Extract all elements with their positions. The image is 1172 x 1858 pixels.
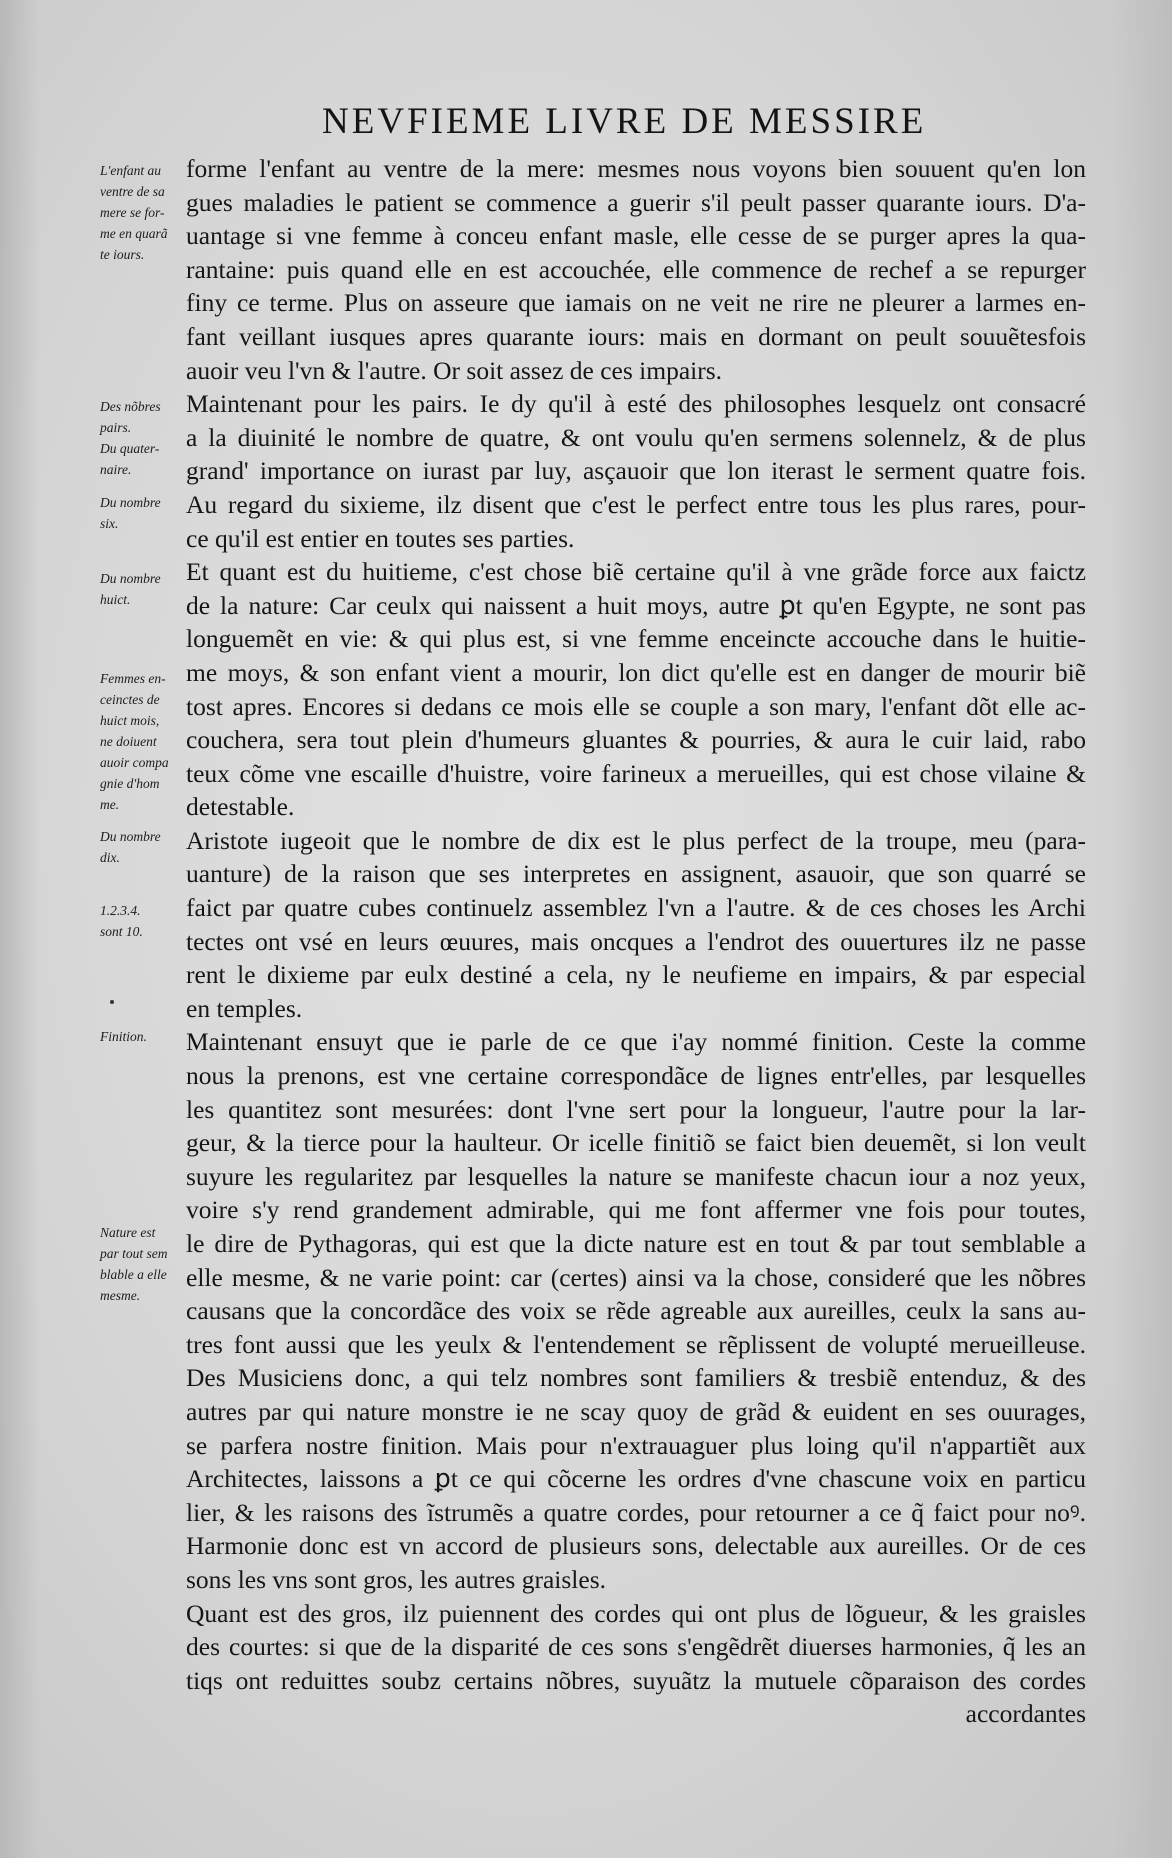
margin-note-femmes [100, 668, 190, 815]
margin-note-enfant [100, 160, 190, 265]
margin-note-line: auoir compa [100, 755, 169, 770]
text-line: geur, & la tierce pour la haulteur. Or icelle finitiõ se faict bien deuemẽt, si lon veult [186, 1128, 1086, 1158]
margin-note-line: L'enfant au [100, 163, 162, 178]
text-line: nous la prenons, est vne certaine correspondãce de lignes entr'elles, par lesquelles [186, 1061, 1086, 1091]
running-head: NEVFIEME LIVRE DE MESSIRE [322, 101, 927, 142]
margin-note-line: Nature est [100, 1225, 156, 1240]
margin-note-finition [100, 1026, 190, 1047]
margin-note-line: Du nombre [100, 571, 161, 586]
margin-note-line: ne doiuent [100, 734, 157, 749]
margin-note-line: Du quater- [100, 441, 160, 456]
margin-note-line: Des nõbres [100, 399, 161, 414]
text-line: couchera, sera tout plein d'humeurs gluantes & pourries, & aura le cuir laid, rabo [186, 725, 1086, 755]
text-line: suyure les regularitez par lesquelles la nature se manifeste chacun iour a noz yeux, [186, 1161, 1086, 1191]
margin-note-nature [100, 1222, 190, 1306]
margin-note-sum [100, 900, 190, 942]
margin-note-line: mere se for- [100, 205, 165, 220]
text-line: Maintenant pour les pairs. Ie dy qu'il à esté des philosophes lesquelz ont consacré [186, 389, 1086, 419]
text-line: rent le dixieme par eulx destiné a cela, ny le neufieme en impairs, & par especial [186, 960, 1086, 990]
text-line: causans que la concordãce des voix se rẽde agreable aux aureilles, ceulx la sans au- [186, 1296, 1086, 1326]
text-line: fant veillant iusques apres quarante iours: mais en dormant on peult souuẽtesfois [186, 321, 1086, 351]
margin-note-line: sont 10. [100, 924, 143, 939]
text-line: Quant est des gros, ilz puiennent des cordes qui ont plus de lõgueur, & les graisles [186, 1598, 1086, 1628]
text-line: a la diuinité le nombre de quatre, & ont voulu qu'en sermens solennelz, & de plus [186, 422, 1086, 452]
text-line: uanture) de la raison que ses interpretes en assignent, asauoir, que son quarré se [186, 859, 1086, 889]
text-line: detestable. [186, 792, 295, 822]
text-line: se parfera nostre finition. Mais pour n'extrauaguer plus loing qu'il n'appartiẽt aux [186, 1430, 1086, 1460]
text-line: les quantitez sont mesurées: dont l'vne sert pour la longueur, l'autre pour la lar- [186, 1094, 1086, 1124]
margin-note-line: Femmes en- [100, 671, 166, 686]
text-line: me moys, & son enfant vient a mourir, lon dict qu'elle est en danger de mourir biẽ [186, 657, 1086, 687]
margin-note-line: me. [100, 797, 120, 812]
text-line: lier, & les raisons des ĩstrumẽs a quatre cordes, pour retourner a ce q̃ faict pour noꝰ. [186, 1497, 1086, 1527]
margin-note-line: Du nombre [100, 495, 161, 510]
text-line: gues maladies le patient se commence a guerir s'il peult passer quarante iours. D'a- [186, 187, 1086, 217]
margin-note-line: Du nombre [100, 829, 161, 844]
margin-note-line: pairs. [100, 420, 132, 435]
margin-dot [110, 1000, 114, 1004]
margin-note-line: dix. [100, 850, 120, 865]
text-line: le dire de Pythagoras, qui est que la dicte nature est en tout & par tout semblable a [186, 1229, 1086, 1258]
margin-note-line: huict. [100, 592, 131, 607]
margin-note-line: gnie d'hom [100, 776, 160, 791]
text-line: Architectes, laissons a ꝑt ce qui cõcerne les ordres d'vne chascune voix en particu [186, 1464, 1086, 1494]
text-line: faict par quatre cubes continuelz assemblez l'vn a l'autre. & de ces choses les Archi [186, 893, 1086, 923]
text-line: finy ce terme. Plus on asseure que iamais on ne veit ne rire ne pleurer a larmes en- [186, 288, 1086, 318]
text-line: forme l'enfant au ventre de la mere: mesmes nous voyons bien souuent qu'en lon [186, 154, 1086, 183]
text-line: Des Musiciens donc, a qui telz nombres sont familiers & tresbiẽ entenduz, & des [186, 1363, 1086, 1393]
margin-note-dix [100, 826, 190, 868]
margin-note-line: te iours. [100, 247, 145, 262]
text-line: elle mesme, & ne varie point: car (certes) ainsi va la chose, consideré que les nõbres [186, 1262, 1086, 1292]
margin-note-line: mesme. [100, 1288, 141, 1303]
text-line: rantaine: puis quand elle en est accouchée, elle commence de rechef a se repurger [186, 254, 1086, 284]
margin-note-huict [100, 568, 190, 610]
text-line: des courtes: si que de la disparité de ces sons s'engẽdrẽt diuerses harmonies, q̃ les an [186, 1632, 1086, 1662]
text-line: Et quant est du huitieme, c'est chose biẽ certaine qu'il à vne grãde force aux faictz [186, 557, 1086, 587]
text-line: uantage si vne femme à conceu enfant masle, elle cesse de se purger apres la qua- [186, 221, 1086, 251]
text-line: en temples. [186, 993, 303, 1023]
margin-note-line: naire. [100, 462, 132, 477]
margin-note-line: huict mois, [100, 713, 160, 728]
text-line: sons les vns sont gros, les autres graisles. [186, 1564, 607, 1594]
margin-note-line: blable a elle [100, 1267, 167, 1282]
margin-note-line: six. [100, 516, 119, 531]
text-line: de la nature: Car ceulx qui naissent a huit moys, autre ꝑt qu'en Egypte, ne sont pas [186, 590, 1086, 620]
text-line: voire s'y rend grandement admirable, qui me font affermer vne fois pour toutes, [186, 1195, 1086, 1225]
catchword: accordantes [965, 1699, 1086, 1729]
margin-note-line: me en quarã [100, 226, 168, 241]
margin-note-line: 1.2.3.4. [100, 903, 141, 918]
text-line: tiqs ont reduittes soubz certains nõbres, suyuãtz la mutuele cõparaison des cordes [186, 1665, 1086, 1695]
text-line: autres par qui nature monstre ie ne scay quoy de grãd & euident en ses ouurages, [186, 1396, 1086, 1426]
text-line: Harmonie donc est vn accord de plusieurs sons, delectable aux aureilles. Or de ces [186, 1531, 1086, 1561]
margin-note-pairs [100, 396, 190, 480]
margin-note-six [100, 492, 190, 534]
text-line: tectes ont vsé en leurs œuures, mais oncques a l'endrot des ouuertures ilz ne passe [186, 926, 1086, 956]
margin-note-line: Finition. [100, 1029, 147, 1044]
margin-note-line: ceinctes de [100, 692, 160, 707]
text-line: auoir veu l'vn & l'autre. Or soit assez de ces impairs. [186, 355, 723, 385]
text-line: teux cõme vne escaille d'huistre, voire farineux a merueilles, qui est chose vilaine & [186, 758, 1086, 788]
margin-note-line: par tout sem [100, 1246, 168, 1261]
text-line: longuemẽt en vie: & qui plus est, si vne femme enceincte accouche dans le huitie- [186, 624, 1086, 654]
text-line: tost apres. Encores si dedans ce mois elle se couple a son mary, l'enfant dõt elle ac- [186, 691, 1086, 721]
text-line: Maintenant ensuyt que ie parle de ce que i'ay nommé finition. Ceste la comme [186, 1027, 1086, 1057]
text-line: ce qu'il est entier en toutes ses parties. [186, 523, 575, 553]
text-line: grand' importance on iurast par luy, asçauoir que lon iterast le serment quatre fois. [186, 456, 1086, 486]
margin-note-line: ventre de sa [100, 184, 165, 199]
text-line: tres font aussi que les yeulx & l'entendement se rẽplissent de volupté merueilleuse. [186, 1329, 1086, 1359]
text-line: Au regard du sixieme, ilz disent que c'est le perfect entre tous les plus rares, pour- [186, 489, 1086, 519]
text-line: Aristote iugeoit que le nombre de dix est le plus perfect de la troupe, meu (para- [186, 825, 1086, 855]
body-text [186, 152, 1086, 1731]
